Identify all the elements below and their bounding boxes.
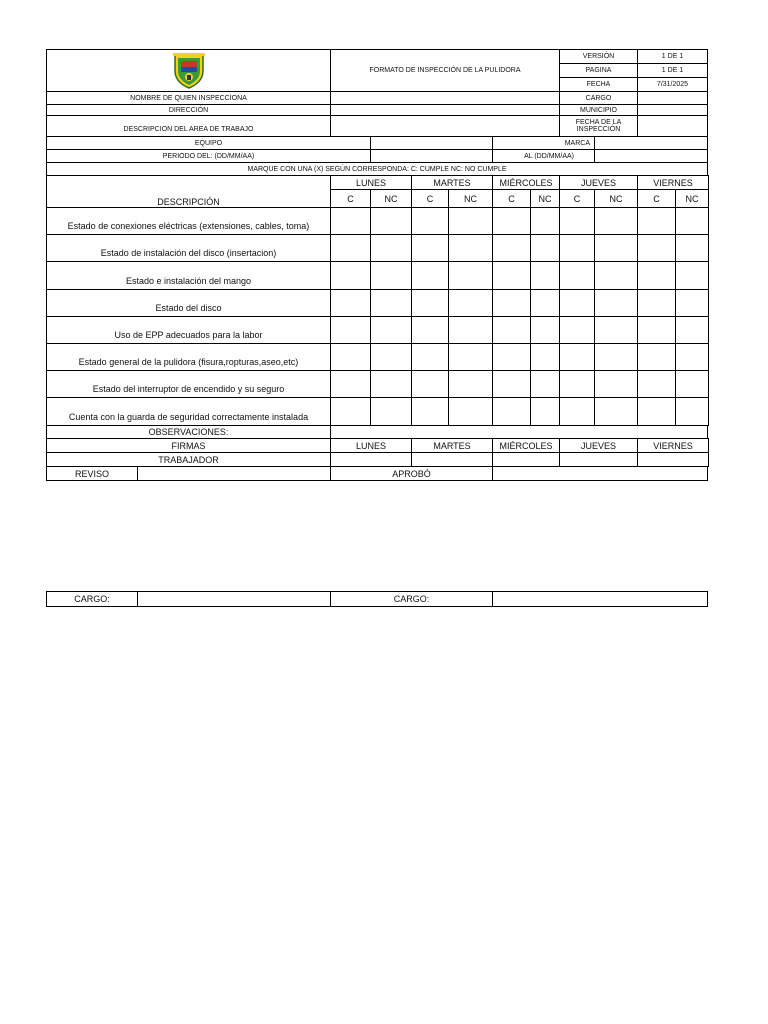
- worker-signature-field[interactable]: [492, 452, 560, 467]
- non-compliant-checkbox[interactable]: [530, 316, 560, 344]
- position-left-field[interactable]: [137, 591, 331, 607]
- signature-day-2: MARTES: [411, 438, 493, 453]
- position-signature-row: [46, 591, 708, 607]
- compliant-checkbox[interactable]: [411, 234, 449, 262]
- compliant-checkbox[interactable]: [330, 370, 371, 398]
- non-compliant-checkbox[interactable]: [675, 289, 709, 317]
- compliant-checkbox[interactable]: [492, 289, 531, 317]
- day-header-5: VIERNES: [637, 175, 709, 190]
- inspector-field[interactable]: [330, 91, 560, 105]
- compliant-checkbox[interactable]: [330, 234, 371, 262]
- compliant-checkbox[interactable]: [492, 370, 531, 398]
- compliant-checkbox[interactable]: [559, 343, 595, 371]
- compliant-checkbox[interactable]: [559, 289, 595, 317]
- compliant-checkbox[interactable]: [330, 343, 371, 371]
- non-compliant-checkbox[interactable]: [370, 343, 412, 371]
- compliant-checkbox[interactable]: [559, 234, 595, 262]
- non-compliant-checkbox[interactable]: [370, 289, 412, 317]
- page-value: 1 DE 1: [637, 63, 708, 78]
- signatures-label: FIRMAS: [46, 438, 331, 453]
- non-compliant-checkbox[interactable]: [675, 234, 709, 262]
- day-header-1: LUNES: [330, 175, 412, 190]
- compliant-checkbox[interactable]: [559, 397, 595, 426]
- non-compliant-header: NC: [448, 189, 493, 208]
- compliant-checkbox[interactable]: [559, 207, 595, 235]
- position-left-label: CARGO:: [46, 591, 138, 607]
- compliant-checkbox[interactable]: [492, 234, 531, 262]
- non-compliant-checkbox[interactable]: [675, 316, 709, 344]
- non-compliant-checkbox[interactable]: [370, 234, 412, 262]
- inspector-label: NOMBRE DE QUIEN INSPECCIONA: [46, 91, 331, 105]
- compliant-checkbox[interactable]: [330, 397, 371, 426]
- approved-signature-field[interactable]: [492, 466, 708, 481]
- worker-signature-field[interactable]: [637, 452, 709, 467]
- inspection-form: [46, 49, 708, 481]
- position-label: CARGO: [559, 91, 638, 105]
- worker-signature-field[interactable]: [330, 452, 412, 467]
- non-compliant-checkbox[interactable]: [530, 370, 560, 398]
- non-compliant-checkbox[interactable]: [594, 207, 638, 235]
- observations-field[interactable]: [330, 425, 708, 439]
- non-compliant-checkbox[interactable]: [594, 343, 638, 371]
- non-compliant-header: NC: [370, 189, 412, 208]
- non-compliant-checkbox[interactable]: [530, 234, 560, 262]
- compliant-checkbox[interactable]: [559, 316, 595, 344]
- checklist-item-label: Estado del disco: [46, 289, 331, 317]
- worker-signature-field[interactable]: [411, 452, 493, 467]
- observations-label: OBSERVACIONES:: [46, 425, 331, 439]
- non-compliant-checkbox[interactable]: [448, 370, 493, 398]
- checklist-item-label: Estado del interruptor de encendido y su seguro: [46, 370, 331, 398]
- non-compliant-checkbox[interactable]: [370, 397, 412, 426]
- non-compliant-checkbox[interactable]: [675, 343, 709, 371]
- compliant-checkbox[interactable]: [411, 397, 449, 426]
- non-compliant-checkbox[interactable]: [448, 207, 493, 235]
- non-compliant-checkbox[interactable]: [448, 261, 493, 290]
- non-compliant-header: NC: [675, 189, 709, 208]
- period-from-label: PERIODO DEL: (DD/MM/AA): [46, 149, 371, 163]
- inspection-date-label: FECHA DE LA INSPECCIÓN: [559, 115, 638, 137]
- equipment-field[interactable]: [370, 136, 493, 150]
- compliant-checkbox[interactable]: [492, 207, 531, 235]
- signature-day-4: JUEVES: [559, 438, 638, 453]
- non-compliant-checkbox[interactable]: [594, 289, 638, 317]
- compliant-checkbox[interactable]: [637, 261, 676, 290]
- form-title: FORMATO DE INSPECCIÓN DE LA PULIDORA: [330, 49, 560, 92]
- non-compliant-checkbox[interactable]: [675, 261, 709, 290]
- compliant-checkbox[interactable]: [411, 207, 449, 235]
- compliant-checkbox[interactable]: [637, 370, 676, 398]
- non-compliant-checkbox[interactable]: [594, 397, 638, 426]
- compliant-checkbox[interactable]: [637, 207, 676, 235]
- position-right-field[interactable]: [492, 591, 708, 607]
- non-compliant-header: NC: [530, 189, 560, 208]
- compliant-checkbox[interactable]: [411, 261, 449, 290]
- compliant-checkbox[interactable]: [411, 370, 449, 398]
- inspection-date-field[interactable]: [637, 115, 708, 137]
- version-label: VERSIÓN: [559, 49, 638, 64]
- compliant-checkbox[interactable]: [330, 316, 371, 344]
- date-label: FECHA: [559, 77, 638, 92]
- non-compliant-checkbox[interactable]: [530, 261, 560, 290]
- compliant-checkbox[interactable]: [330, 207, 371, 235]
- reviewed-signature-field[interactable]: [137, 466, 331, 481]
- day-header-3: MIÉRCOLES: [492, 175, 560, 190]
- period-to-field[interactable]: [594, 149, 708, 163]
- non-compliant-checkbox[interactable]: [530, 343, 560, 371]
- non-compliant-checkbox[interactable]: [448, 343, 493, 371]
- instructions: MARQUE CON UNA (X) SEGÚN CORRESPONDA: C: CUMPLE NC: NO CUMPLE: [46, 162, 708, 176]
- compliant-checkbox[interactable]: [411, 316, 449, 344]
- compliant-checkbox[interactable]: [637, 397, 676, 426]
- brand-field[interactable]: [594, 136, 708, 150]
- checklist-item-label: Estado general de la pulidora (fisura,ropturas,aseo,etc): [46, 343, 331, 371]
- version-value: 1 DE 1: [637, 49, 708, 64]
- compliant-checkbox[interactable]: [492, 261, 531, 290]
- non-compliant-checkbox[interactable]: [370, 207, 412, 235]
- non-compliant-checkbox[interactable]: [448, 397, 493, 426]
- compliant-checkbox[interactable]: [637, 289, 676, 317]
- compliant-checkbox[interactable]: [559, 261, 595, 290]
- signature-day-1: LUNES: [330, 438, 412, 453]
- checklist-item-label: Cuenta con la guarda de seguridad correctamente instalada: [46, 397, 331, 426]
- worker-signature-field[interactable]: [559, 452, 638, 467]
- position-field[interactable]: [637, 91, 708, 105]
- compliant-checkbox[interactable]: [492, 397, 531, 426]
- logo-cell: [46, 49, 331, 92]
- compliant-checkbox[interactable]: [492, 343, 531, 371]
- compliant-header: C: [637, 189, 676, 208]
- checklist-item-label: Estado e instalación del mango: [46, 261, 331, 290]
- compliant-checkbox[interactable]: [330, 289, 371, 317]
- checklist-item-label: Estado de instalación del disco (insertacion): [46, 234, 331, 262]
- compliant-checkbox[interactable]: [330, 261, 371, 290]
- work-area-label: DESCRIPCION DEL AREA DE TRABAJO: [46, 115, 331, 137]
- non-compliant-checkbox[interactable]: [594, 261, 638, 290]
- non-compliant-checkbox[interactable]: [530, 397, 560, 426]
- non-compliant-checkbox[interactable]: [370, 316, 412, 344]
- non-compliant-checkbox[interactable]: [675, 207, 709, 235]
- non-compliant-checkbox[interactable]: [675, 370, 709, 398]
- non-compliant-checkbox[interactable]: [370, 370, 412, 398]
- reviewed-label: REVISO: [46, 466, 138, 481]
- position-right-label: CARGO:: [330, 591, 493, 607]
- non-compliant-checkbox[interactable]: [448, 289, 493, 317]
- period-from-field[interactable]: [370, 149, 493, 163]
- non-compliant-checkbox[interactable]: [594, 234, 638, 262]
- non-compliant-checkbox[interactable]: [448, 234, 493, 262]
- non-compliant-header: NC: [594, 189, 638, 208]
- non-compliant-checkbox[interactable]: [370, 261, 412, 290]
- non-compliant-checkbox[interactable]: [530, 289, 560, 317]
- non-compliant-checkbox[interactable]: [594, 316, 638, 344]
- compliant-checkbox[interactable]: [637, 234, 676, 262]
- municipal-shield-icon: [172, 53, 206, 89]
- non-compliant-checkbox[interactable]: [594, 370, 638, 398]
- compliant-header: C: [559, 189, 595, 208]
- compliant-checkbox[interactable]: [637, 316, 676, 344]
- compliant-checkbox[interactable]: [411, 343, 449, 371]
- address-label: DIRECCIÓN: [46, 104, 331, 116]
- checklist-item-label: Uso de EPP adecuados para la labor: [46, 316, 331, 344]
- description-header: DESCRIPCIÓN: [46, 175, 331, 208]
- non-compliant-checkbox[interactable]: [675, 397, 709, 426]
- page-label: PAGINA: [559, 63, 638, 78]
- compliant-checkbox[interactable]: [492, 316, 531, 344]
- compliant-header: C: [411, 189, 449, 208]
- checklist-item-label: Estado de conexiones eléctricas (extensiones, cables, toma): [46, 207, 331, 235]
- compliant-header: C: [492, 189, 531, 208]
- day-header-2: MARTES: [411, 175, 493, 190]
- non-compliant-checkbox[interactable]: [448, 316, 493, 344]
- signature-day-3: MIÉRCOLES: [492, 438, 560, 453]
- approved-label: APROBÓ: [330, 466, 493, 481]
- date-value: 7/31/2025: [637, 77, 708, 92]
- non-compliant-checkbox[interactable]: [530, 207, 560, 235]
- worker-label: TRABAJADOR: [46, 452, 331, 467]
- compliant-header: C: [330, 189, 371, 208]
- signature-day-5: VIERNES: [637, 438, 709, 453]
- municipality-label: MUNICIPIO: [559, 104, 638, 116]
- compliant-checkbox[interactable]: [411, 289, 449, 317]
- work-area-field[interactable]: [330, 115, 560, 137]
- day-header-4: JUEVES: [559, 175, 638, 190]
- compliant-checkbox[interactable]: [637, 343, 676, 371]
- brand-label: MARCA: [492, 136, 595, 150]
- period-to-label: AL (DD/MM/AA): [492, 149, 595, 163]
- equipment-label: EQUIPO: [46, 136, 371, 150]
- compliant-checkbox[interactable]: [559, 370, 595, 398]
